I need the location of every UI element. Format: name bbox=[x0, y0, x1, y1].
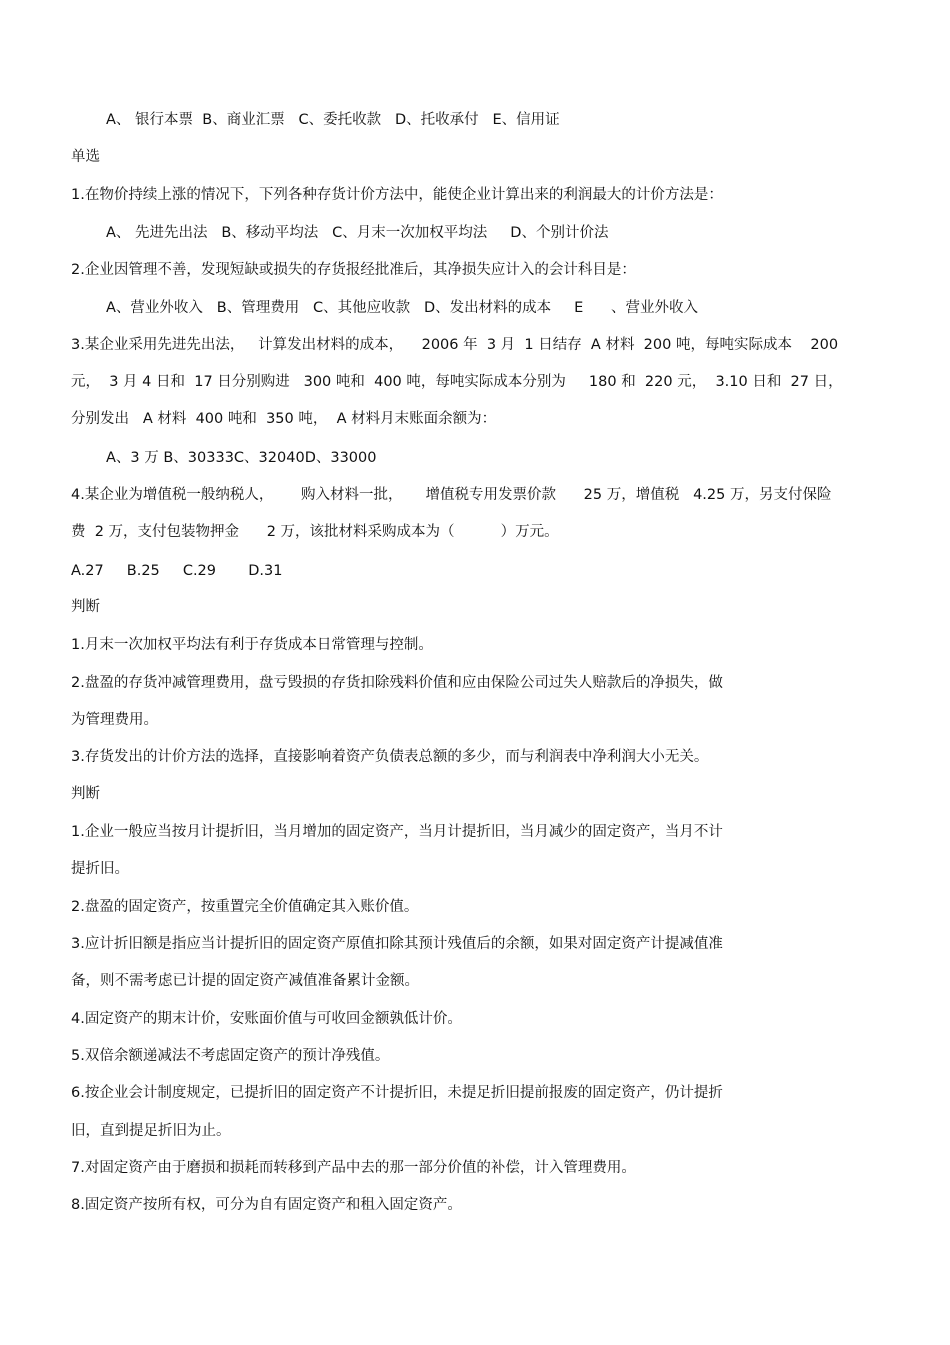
question-4-text-line-1: 4.某企业为增值税一般纳税人， 购入材料一批， 增值税专用发票价款 25 万，增值税 4.25 万，另支付保险 bbox=[71, 487, 832, 503]
tf2-statement-8: 8.固定资产按所有权，可分为自有固定资产和租入固定资产。 bbox=[71, 1197, 462, 1213]
tf2-statement-1-line-2: 提折旧。 bbox=[71, 861, 129, 877]
question-2-text: 2.企业因管理不善，发现短缺或损失的存货报经批准后，其净损失应计入的会计科目是： bbox=[71, 262, 636, 278]
question-4-options: A.27 B.25 C.29 D.31 bbox=[71, 563, 283, 579]
question-3-text-line-1: 3.某企业采用先进先出法， 计算发出材料的成本， 2006 年 3 月 1 日结存 A 材料 200 吨，每吨实际成本 200 bbox=[71, 337, 839, 353]
option-line-payment-methods: A、 银行本票 B、商业汇票 C、委托收款 D、托收承付 E、信用证 bbox=[106, 112, 560, 128]
question-3-text-line-2: 元， 3 月 4 日和 17 日分别购进 300 吨和 400 吨，每吨实际成本分别为 180 和 220 元， 3.10 日和 27 日， bbox=[71, 374, 843, 390]
tf2-statement-5: 5.双倍余额递减法不考虑固定资产的预计净残值。 bbox=[71, 1048, 390, 1064]
question-2-options: A、营业外收入 B、管理费用 C、其他应收款 D、发出材料的成本 E 、营业外收入 bbox=[106, 300, 698, 316]
question-1-options: A、 先进先出法 B、移动平均法 C、月末一次加权平均法 D、个别计价法 bbox=[106, 225, 609, 241]
tf2-statement-6-line-1: 6.按企业会计制度规定，已提折旧的固定资产不计提折旧，未提足折旧提前报废的固定资产，仍计提折 bbox=[71, 1085, 723, 1101]
question-3-text-line-3: 分别发出 A 材料 400 吨和 350 吨， A 材料月末账面余额为： bbox=[71, 411, 497, 427]
tf2-statement-3-line-2: 备，则不需考虑已计提的固定资产减值准备累计金额。 bbox=[71, 973, 419, 989]
tf1-statement-3: 3.存货发出的计价方法的选择，直接影响着资产负债表总额的多少，而与利润表中净利润大小无关。 bbox=[71, 749, 709, 765]
tf2-statement-6-line-2: 旧，直到提足折旧为止。 bbox=[71, 1123, 231, 1139]
question-1-text: 1.在物价持续上涨的情况下，下列各种存货计价方法中，能使企业计算出来的利润最大的计价方法是： bbox=[71, 187, 723, 203]
question-3-options: A、3 万 B、30333C、32040D、33000 bbox=[106, 450, 377, 466]
tf1-statement-1: 1.月末一次加权平均法有利于存货成本日常管理与控制。 bbox=[71, 637, 433, 653]
tf2-statement-2: 2.盘盈的固定资产，按重置完全价值确定其入账价值。 bbox=[71, 899, 419, 915]
tf1-statement-2-line-2: 为管理费用。 bbox=[71, 712, 158, 728]
tf1-statement-2-line-1: 2.盘盈的存货冲减管理费用，盘亏毁损的存货扣除残料价值和应由保险公司过失人赔款后的净损失，做 bbox=[71, 675, 723, 691]
section-heading-single-choice: 单选 bbox=[71, 149, 100, 165]
section-heading-true-false-1: 判断 bbox=[71, 599, 100, 615]
tf2-statement-3-line-1: 3.应计折旧额是指应当计提折旧的固定资产原值扣除其预计残值后的余额，如果对固定资产计提减值准 bbox=[71, 936, 723, 952]
section-heading-true-false-2: 判断 bbox=[71, 786, 100, 802]
question-4-text-line-2: 费 2 万，支付包装物押金 2 万，该批材料采购成本为（ ）万元。 bbox=[71, 524, 559, 540]
tf2-statement-7: 7.对固定资产由于磨损和损耗而转移到产品中去的那一部分价值的补偿，计入管理费用。 bbox=[71, 1160, 636, 1176]
tf2-statement-4: 4.固定资产的期末计价，安账面价值与可收回金额孰低计价。 bbox=[71, 1011, 462, 1027]
tf2-statement-1-line-1: 1.企业一般应当按月计提折旧，当月增加的固定资产，当月计提折旧，当月减少的固定资产，当月不计 bbox=[71, 824, 723, 840]
